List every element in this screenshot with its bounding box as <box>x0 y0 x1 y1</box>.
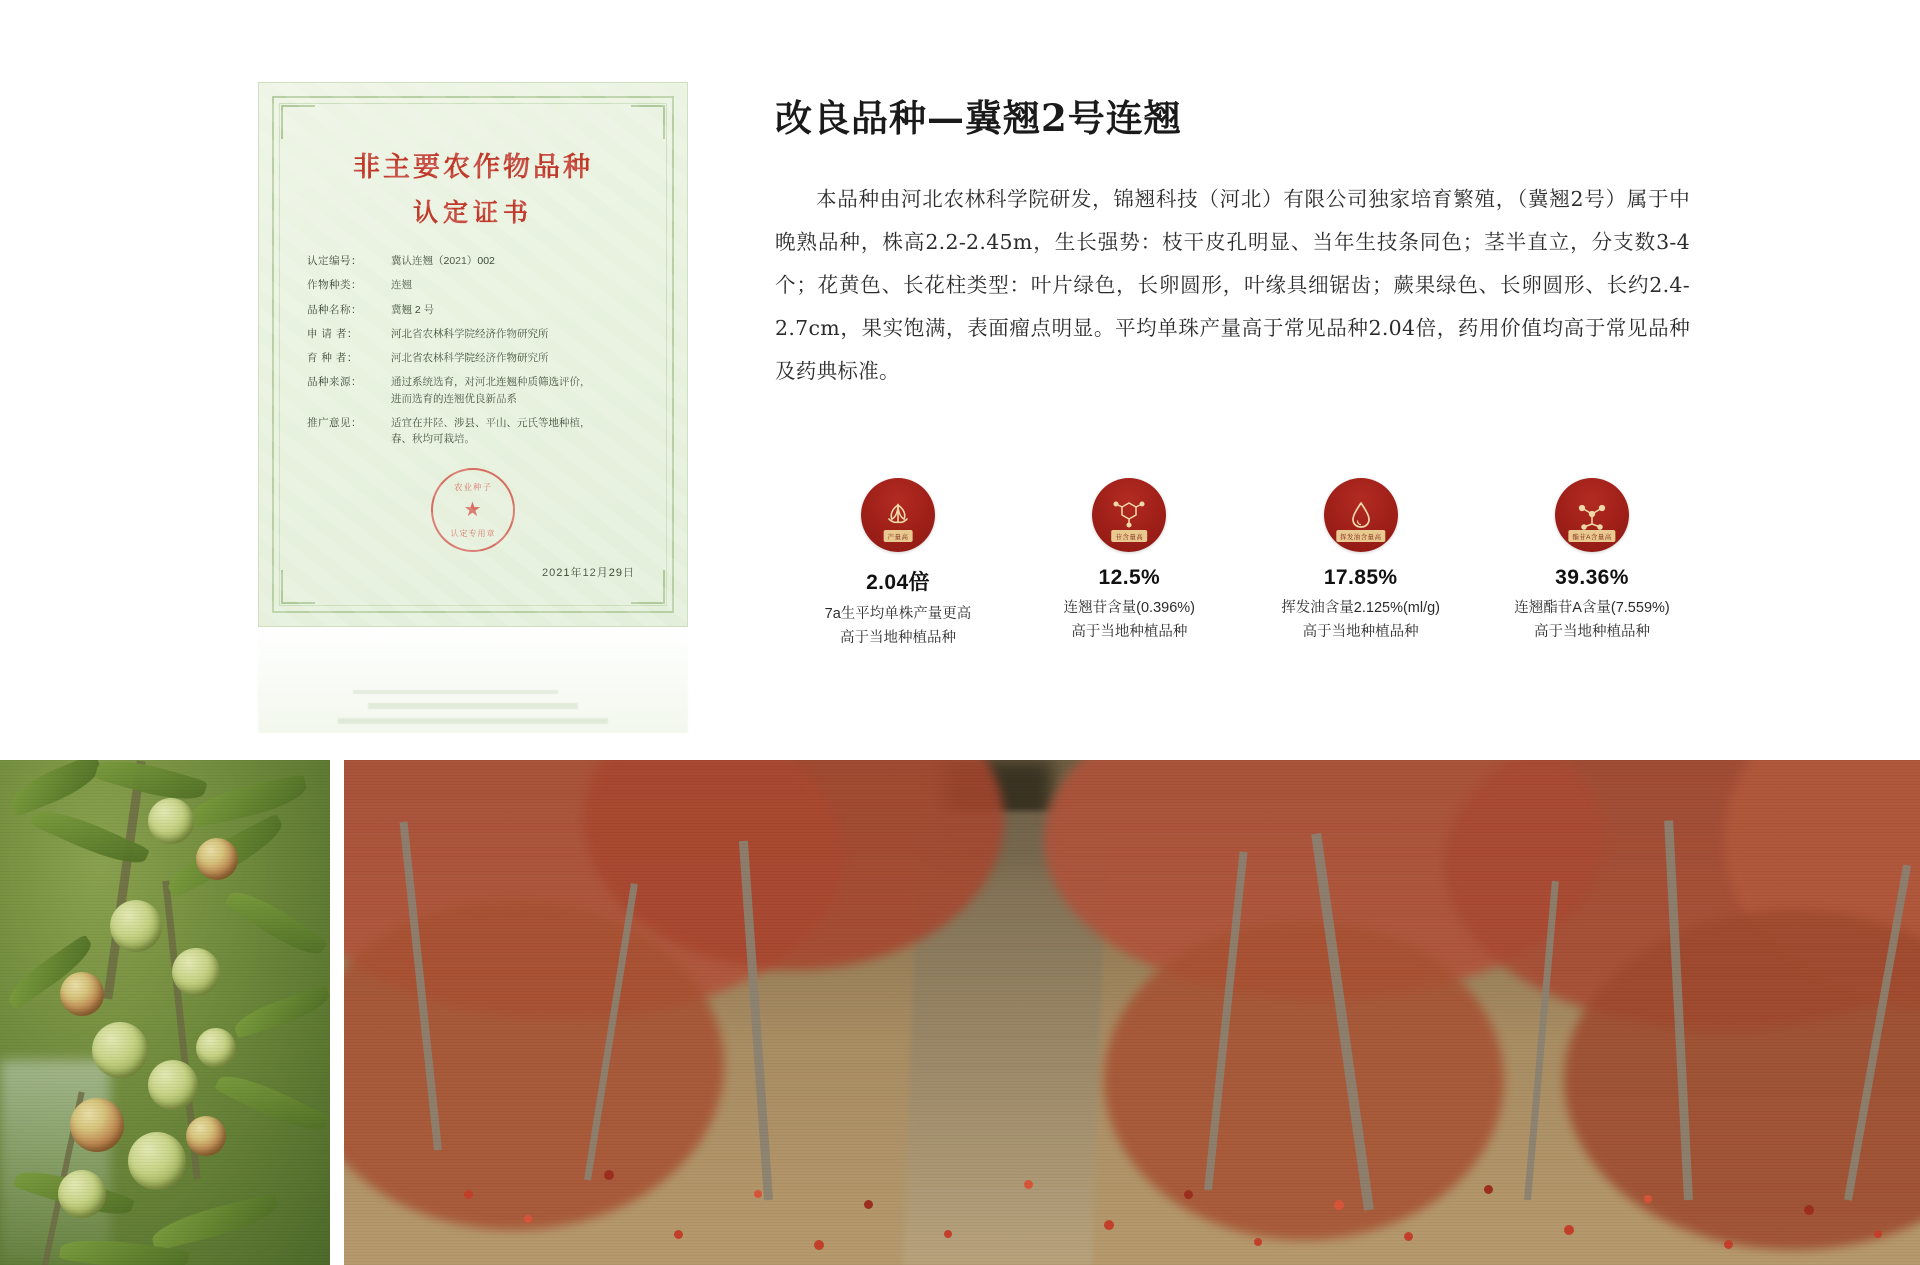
certificate-field-label: 认定编号： <box>307 255 362 267</box>
certificate-field-label: 推广意见： <box>307 416 362 429</box>
certificate-field-label: 品种名称： <box>307 303 362 316</box>
certificate-row <box>307 350 647 366</box>
page-title: 改良品种—冀翘2号连翘 <box>775 96 1182 140</box>
certificate-field-label: 育 种 者： <box>307 352 358 365</box>
certificate-row <box>307 253 647 269</box>
green-fruit-branch-photo <box>0 760 330 1265</box>
official-seal-icon <box>431 468 515 552</box>
certificate-row <box>307 415 647 448</box>
stat-badge-tag: 酯苷A含量高 <box>1568 530 1615 542</box>
stat-desc-line1: 连翘苷含量(0.396%) <box>1063 600 1195 616</box>
stat-item-yield <box>790 478 1006 651</box>
stat-value: 39.36% <box>1555 566 1629 589</box>
stat-badge-tag: 产量高 <box>884 530 913 542</box>
oil-drop-icon <box>1324 478 1398 552</box>
stat-desc-line1: 7a生平均单株产量更高 <box>824 606 972 622</box>
leaf-yield-icon <box>861 478 935 552</box>
seal-bottom-text: 认定专用章 <box>450 529 496 539</box>
certificate-field-label: 作物种类： <box>307 279 362 292</box>
stat-badge-tag: 挥发油含量高 <box>1336 530 1385 542</box>
stat-desc-line2: 高于当地种植品种 <box>840 629 956 646</box>
orchard-red-fruit-photo <box>344 760 1920 1265</box>
certificate-corner-bottom-right <box>631 570 665 604</box>
certificate-field-value: 通过系统选育，对河北连翘种质筛选评价， <box>391 376 591 389</box>
stat-item-glycoside <box>1021 478 1237 651</box>
certificate-reflection <box>258 628 688 733</box>
certificate-corner-top-left <box>281 105 315 139</box>
certificate-image <box>258 82 688 682</box>
certificate-row <box>307 277 647 293</box>
certificate-field-value: 河北省农林科学院经济作物研究所 <box>391 352 549 365</box>
molecule-chain-icon <box>1555 478 1629 552</box>
stat-desc-line2: 高于当地种植品种 <box>1302 623 1419 640</box>
certificate-field-label: 申 请 者： <box>307 327 358 340</box>
stat-desc-line2: 高于当地种植品种 <box>1071 623 1188 640</box>
certificate-corner-bottom-left <box>281 570 315 604</box>
stat-desc-line2: 高于当地种植品种 <box>1533 623 1650 640</box>
photo-strip <box>0 760 1920 1265</box>
stat-item-volatile-oil <box>1253 478 1469 651</box>
article-block <box>775 88 1690 393</box>
seal-star-icon: ★ <box>463 499 483 521</box>
certificate-subtitle: 认定证书 <box>412 198 533 227</box>
certificate-title: 非主要农作物品种 <box>353 152 593 183</box>
certificate-field-value: 连翘 <box>391 279 412 292</box>
stat-desc-line1: 连翘酯苷A含量(7.559%) <box>1514 600 1670 616</box>
certificate-field-value: 冀认连翘（2021）002 <box>391 255 495 267</box>
stat-value: 2.04倍 <box>866 571 930 594</box>
stat-desc-line1: 挥发油含量2.125%(ml/g) <box>1281 600 1441 616</box>
certificate-field-value-second-line: 春、秋均可栽培。 <box>391 433 475 446</box>
certificate-field-value: 冀翘 2 号 <box>391 303 435 316</box>
certificate-field-value: 河北省农林科学院经济作物研究所 <box>391 327 549 340</box>
certificate-fields <box>307 253 647 455</box>
certificate-row <box>307 374 647 407</box>
certificate-date: 2021年12月29日 <box>542 567 635 579</box>
certificate-field-label: 品种来源： <box>307 376 362 389</box>
certificate-field-value-group <box>385 374 647 407</box>
certificate-field-value-group <box>385 415 647 448</box>
certificate-field-value-second-line: 进而选育的连翘优良新品系 <box>391 392 517 405</box>
stat-value: 12.5% <box>1098 566 1161 589</box>
stat-badge-tag: 苷含量高 <box>1112 530 1148 542</box>
certificate-corner-top-right <box>631 105 665 139</box>
certificate-row <box>307 326 647 342</box>
stat-value: 17.85% <box>1323 566 1398 589</box>
stat-item-ester-glycoside-a <box>1484 478 1700 651</box>
stats-row <box>790 478 1700 651</box>
certificate-card <box>258 82 688 627</box>
certificate-field-value: 适宜在井陉、涉县、平山、元氏等地种植， <box>391 416 591 429</box>
article-paragraph: 本品种由河北农林科学院研发，锦翘科技（河北）有限公司独家培育繁殖，（冀翘2号）属于中晚熟品种，株高2.2-2.45m，生长强势：枝干皮孔明显、当年生技条同色；茎半直立，分支数3-4个；花黄色、长花柱类型：叶片绿色，长卵圆形，叶缘具细锯齿；蕨果绿色、长卵圆形、长约2.4-2.7cm，果实饱满，表面瘤点明显。平均单珠产量高于常见品种2.04倍，药用价值均高于常见品种及药典标准。 <box>775 187 1690 384</box>
certificate-row <box>307 302 647 318</box>
molecule-icon <box>1092 478 1166 552</box>
seal-top-text: 农业种子 <box>453 482 492 492</box>
